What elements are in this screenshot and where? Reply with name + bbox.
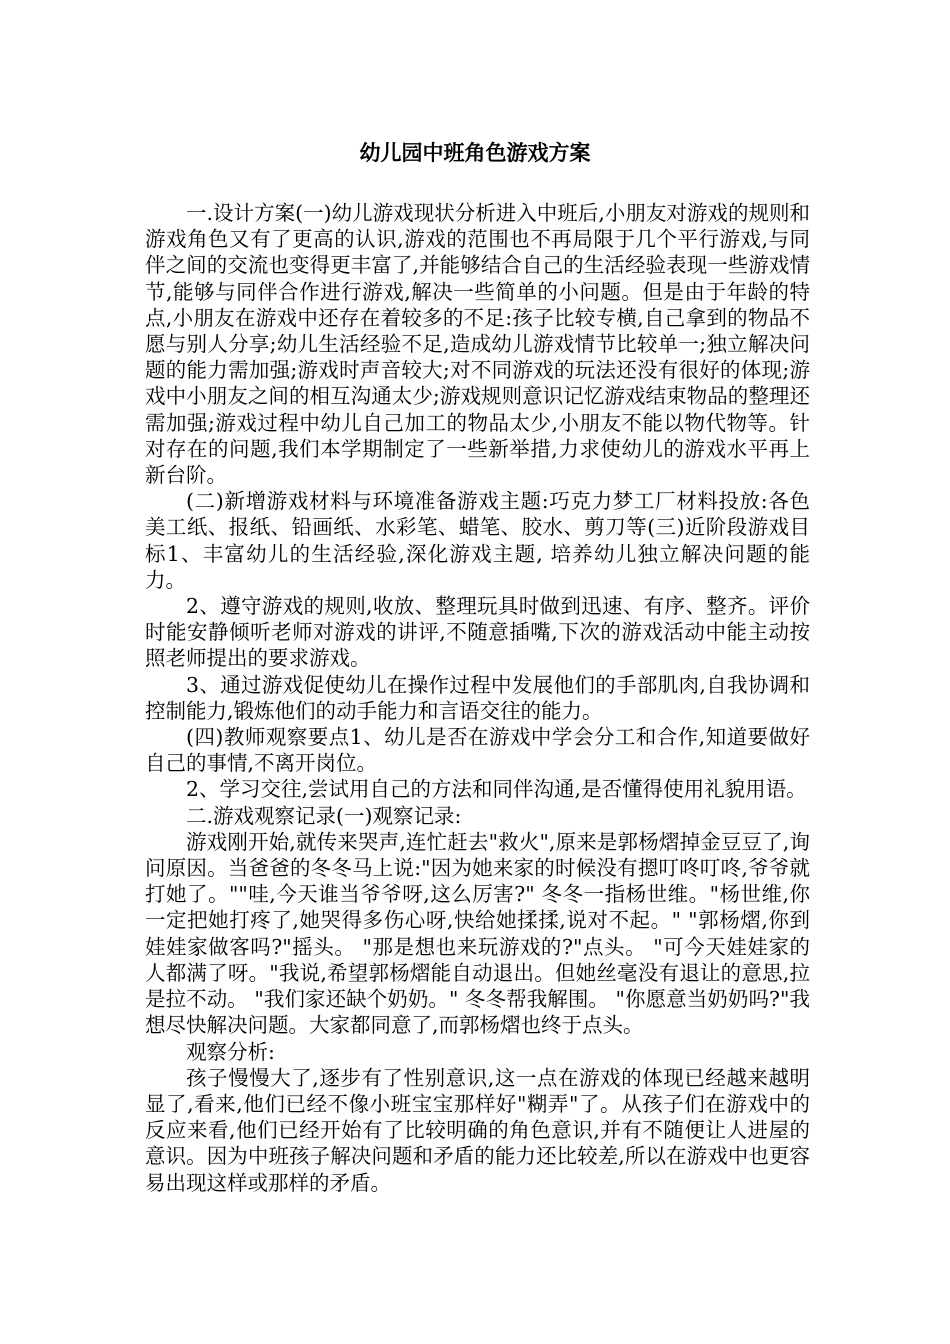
document-title: 幼儿园中班角色游戏方案: [359, 141, 591, 165]
paragraph-goal-2: 2、遵守游戏的规则,收放、整理玩具时做到迅速、有序、整齐。评价时能安静倾听老师对游戏的讲评,不随意插嘴,下次的游戏活动中能主动按照老师提出的要求游戏。: [145, 594, 810, 671]
paragraph-analysis: 孩子慢慢大了,逐步有了性别意识,这一点在游戏的体现已经越来越明显了,看来,他们已经不像小班宝宝那样好"糊弄"了。从孩子们在游戏中的反应来看,他们已经开始有了比较明确的角色意识,并有不随便让人进屋的意识。因为中班孩子解决问题和矛盾的能力还比较差,所以在游戏中也更容易出现这样或那样的矛盾。: [145, 1065, 810, 1195]
paragraph-analysis-heading: 观察分析:: [186, 1039, 275, 1064]
paragraph-record-heading: 二.游戏观察记录(一)观察记录:: [186, 803, 462, 828]
paragraph-record-story: 游戏刚开始,就传来哭声,连忙赶去"救火",原来是郭杨熠掉金豆豆了,询问原因。当爸爸的冬冬马上说:"因为她来家的时候没有摁叮咚叮咚,爷爷就打她了。""哇,今天谁当爷爷呀,这么厉害?" 冬冬一指杨世维。"杨世维,你一定把她打疼了,她哭得多伤心呀,快给她揉揉,说对不起。" "郭杨熠,你到娃娃家做客吗?"摇头。 "那是想也来玩游戏的?"点头。 "可今天娃娃家的人都满了呀。"我说,希望郭杨熠能自动退出。但她丝毫没有退让的意思,拉是拉不动。 "我们家还缺个奶奶。" 冬冬帮我解围。 "你愿意当奶奶吗?"我想尽快解决问题。大家都同意了,而郭杨熠也终于点头。: [145, 829, 810, 1038]
paragraph-observation-point-1: (四)教师观察要点1、幼儿是否在游戏中学会分工和合作,知道要做好自己的事情,不离开岗位。: [145, 725, 810, 776]
paragraph-design-plan: 一.设计方案(一)幼儿游戏现状分析进入中班后,小朋友对游戏的规则和游戏角色又有了更高的认识,游戏的范围也不再局限于几个平行游戏,与同伴之间的交流也变得更丰富了,并能够结合自己的生活经验表现一些游戏情节,能够与同伴合作进行游戏,解决一些简单的小问题。但是由于年龄的特点,小朋友在游戏中还存在着较多的不足:孩子比较专横,自己拿到的物品不愿与别人分享;幼儿生活经验不足,造成幼儿游戏情节比较单一;独立解决问题的能力需加强;游戏时声音较大;对不同游戏的玩法还没有很好的体现;游戏中小朋友之间的相互沟通太少;游戏规则意识记忆游戏结束物品的整理还需加强;游戏过程中幼儿自己加工的物品太少,小朋友不能以物代物等。针对存在的问题,我们本学期制定了一些新举措,力求使幼儿的游戏水平再上新台阶。: [145, 201, 810, 488]
paragraph-observation-point-2: 2、学习交往,尝试用自己的方法和同伴沟通,是否懂得使用礼貌用语。: [186, 777, 807, 802]
paragraph-materials: (二)新增游戏材料与环境准备游戏主题:巧克力梦工厂材料投放:各色美工纸、报纸、铅画纸、水彩笔、蜡笔、胶水、剪刀等(三)近阶段游戏目标1、丰富幼儿的生活经验,深化游戏主题, 培养幼儿独立解决问题的能力。: [145, 489, 810, 592]
paragraph-goal-3: 3、通过游戏促使幼儿在操作过程中发展他们的手部肌肉,自我协调和控制能力,锻炼他们的动手能力和言语交往的能力。: [145, 672, 810, 723]
document-body: [145, 200, 810, 1196]
